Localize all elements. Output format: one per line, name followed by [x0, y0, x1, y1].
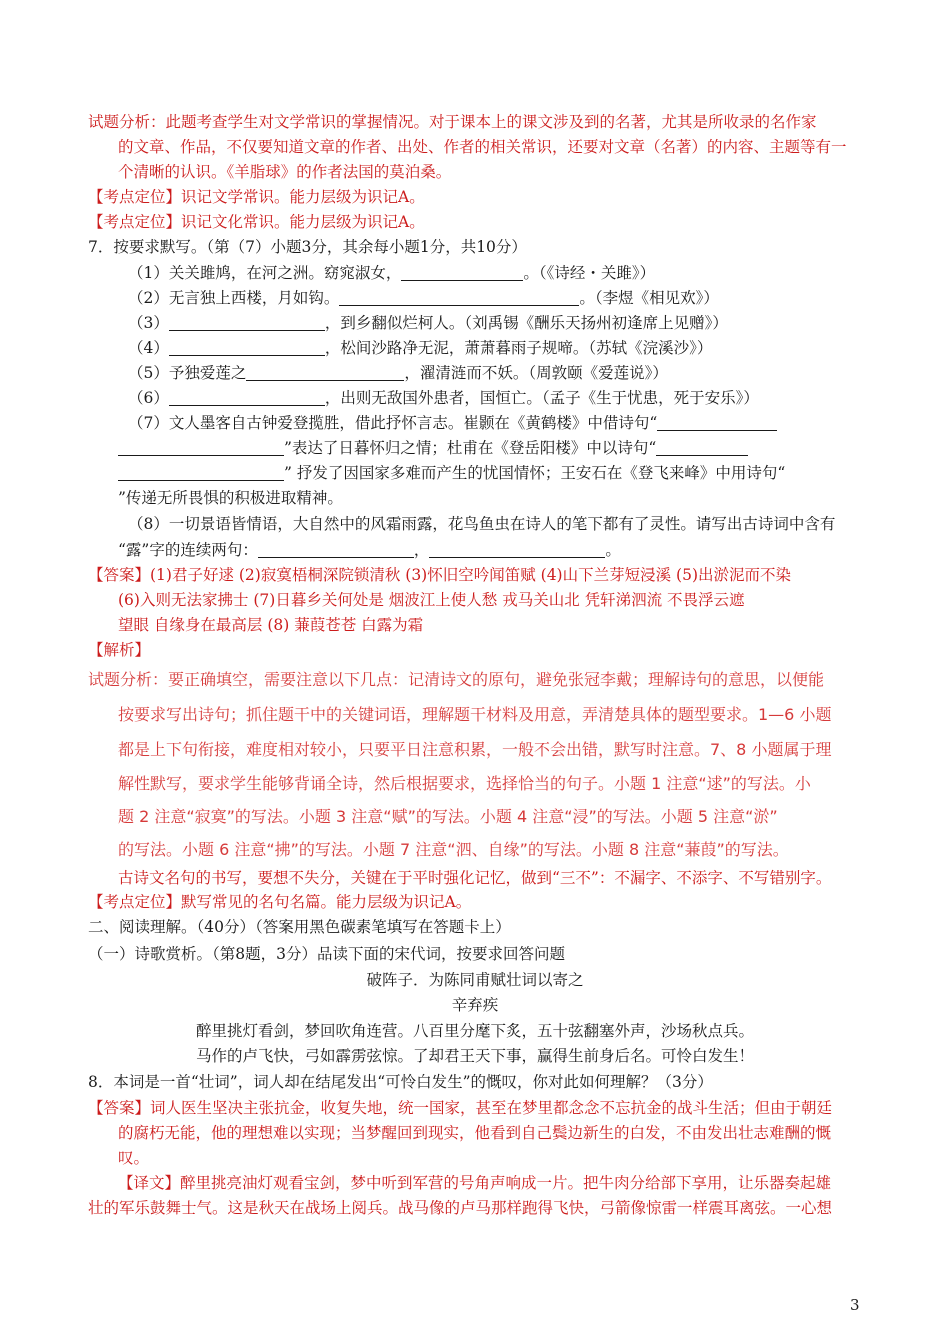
analysis-line: 的写法。小题 6 注意“拂”的写法。小题 7 注意“泗、自缘”的写法。小题 8 注意“蒹葭”的写法。: [118, 840, 789, 859]
q7-item-8-cont: “露”字的连续两句： ， 。: [118, 541, 621, 559]
question-7-title: 7．按要求默写。（第（7）小题3分，其余每小题1分，共10分）: [88, 238, 527, 256]
q7-item-3: （3） ，到乡翻似烂柯人。（刘禹锡《酬乐天扬州初逢席上见赠》）: [128, 314, 728, 332]
section-2-title: 二、阅读理解。（40分）（答案用黑色碳素笔填写在答题卡上）: [88, 918, 511, 936]
analysis-line: 试题分析：要正确填空，需要注意以下几点：记清诗文的原句，避免张冠李戴；理解诗句的意思，以便能: [88, 670, 825, 689]
translation-line: 【译文】醉里挑亮油灯观看宝剑，梦中听到军营的号角声响成一片。把牛肉分给部下享用，让乐器奏起雄: [118, 1174, 832, 1192]
section-2-sub1: （一）诗歌赏析。（第8题，3分）品读下面的宋代词，按要求回答问题: [88, 945, 565, 963]
kaodian-line: 【考点定位】识记文化常识。能力层级为识记A。: [88, 213, 425, 231]
answer-line: 【答案】(1)君子好逑 (2)寂寞梧桐深院锁清秋 (3)怀旧空吟闻笛赋 (4)山下兰芽短浸溪 (5)出淤泥而不染: [88, 566, 791, 584]
blank-line: [169, 389, 325, 406]
jiexi-label: 【解析】: [88, 641, 151, 659]
analysis-line: 都是上下句衔接，难度相对较小，只要平日注意积累，一般不会出错，默写时注意。7、8 小题属于理: [118, 740, 832, 759]
poem-line: 马作的卢飞快，弓如霹雳弦惊。了却君王天下事，赢得生前身后名。可怜白发生！: [195, 1047, 754, 1065]
answer-line: 【答案】词人医生坚决主张抗金，收复失地，统一国家，甚至在梦里都念念不忘抗金的战斗生活；但由于朝廷: [88, 1099, 833, 1117]
blank-line: [429, 541, 605, 558]
blank-line: [656, 439, 748, 456]
q7-item-2: （2）无言独上西楼，月如钩。 。（李煜《相见欢》）: [128, 289, 719, 307]
tip-line: 古诗文名句的书写，要想不失分，关键在于平时强化记忆，做到“三不”：不漏字、不添字、不写错别字。: [118, 869, 832, 887]
q7-item-1: （1）关关雎鸠，在河之洲。窈窕淑女， 。（《诗经・关雎》）: [128, 264, 656, 282]
analysis-line: 试题分析：此题考查学生对文学常识的掌握情况。对于课本上的课文涉及到的名著，尤其是所收录的名作家: [88, 113, 817, 131]
analysis-line: 的文章、作品，不仅要知道文章的作者、出处、作者的相关常识，还要对文章（名著）的内容、主题等有一: [118, 138, 847, 156]
kaodian-line: 【考点定位】默写常见的名句名篇。能力层级为识记A。: [88, 893, 472, 911]
translation-line: 壮的军乐鼓舞士气。这是秋天在战场上阅兵。战马像的卢马那样跑得飞快，弓箭像惊雷一样震耳离弦。一心想: [88, 1199, 833, 1217]
blank-line: [657, 414, 777, 431]
blank-line: [118, 464, 284, 481]
q7-item-7-cont: ”传递无所畏惧的积极进取精神。: [118, 489, 343, 507]
poem-author: 辛弃疾: [451, 996, 499, 1014]
q7-item-8: （8）一切景语皆情语，大自然中的风霜雨露，花鸟鱼虫在诗人的笔下都有了灵性。请写出古诗词中含有: [128, 515, 836, 533]
q7-item-7-cont: ” 抒发了因国家多难而产生的忧国情怀；王安石在《登飞来峰》中用诗句“: [118, 461, 785, 485]
answer-line: (6)入则无法家拂士 (7)日暮乡关何处是 烟波江上使人愁 戎马关山北 凭轩涕泗流 不畏浮云遮: [118, 591, 745, 609]
answer-line: 的腐朽无能，他的理想难以实现；当梦醒回到现实，他看到自己鬓边新生的白发，不由发出壮志难酬的慨: [118, 1124, 832, 1142]
analysis-line: 按要求写出诗句；抓住题干中的关键词语，理解题干材料及用意，弄清楚具体的题型要求。1—6 小题: [118, 705, 832, 724]
q7-item-7-cont: ”表达了日暮怀归之情；杜甫在《登岳阳楼》中以诗句“: [118, 436, 748, 460]
q7-item-6: （6） ，出则无敌国外患者，国恒亡。（孟子《生于忧患，死于安乐》）: [128, 389, 759, 407]
analysis-line: 个清晰的认识。《羊脂球》的作者法国的莫泊桑。: [118, 163, 452, 181]
poem-line: 醉里挑灯看剑，梦回吹角连营。八百里分麾下炙，五十弦翻塞外声，沙场秋点兵。: [195, 1022, 754, 1040]
q7-item-5: （5）予独爱莲之 ，濯清涟而不妖。（周敦颐《爱莲说》）: [128, 364, 668, 382]
page-number: 3: [850, 1296, 860, 1314]
answer-line: 叹。: [118, 1149, 150, 1167]
q7-item-7: （7）文人墨客自古钟爱登揽胜，借此抒怀言志。崔颢在《黄鹤楼》中借诗句“: [128, 411, 777, 435]
answer-line: 望眼 自缘身在最高层 (8) 蒹葭苍苍 白露为霜: [118, 616, 424, 634]
kaodian-line: 【考点定位】识记文学常识。能力层级为识记A。: [88, 188, 425, 206]
blank-line: [258, 541, 414, 558]
analysis-line: 题 2 注意“寂寞”的写法。小题 3 注意“赋”的写法。小题 4 注意“浸”的写法。小题 5 注意“淤”: [118, 807, 778, 826]
question-8: 8．本词是一首“壮词”，词人却在结尾发出“可怜白发生”的慨叹，你对此如何理解？（3分）: [88, 1073, 713, 1091]
q7-item-4: （4） ，松间沙路净无泥，萧萧暮雨子规啼。（苏轼《浣溪沙》）: [128, 339, 713, 357]
blank-line: [118, 439, 284, 456]
blank-line: [169, 314, 325, 331]
poem-title: 破阵子．为陈同甫赋壮词以寄之: [366, 971, 584, 989]
blank-line: [339, 289, 579, 306]
blank-line: [401, 264, 523, 281]
blank-line: [169, 339, 325, 356]
analysis-line: 解性默写，要求学生能够背诵全诗，然后根据要求，选择恰当的句子。小题 1 注意“逑”的写法。小: [118, 774, 811, 793]
blank-line: [246, 364, 404, 381]
